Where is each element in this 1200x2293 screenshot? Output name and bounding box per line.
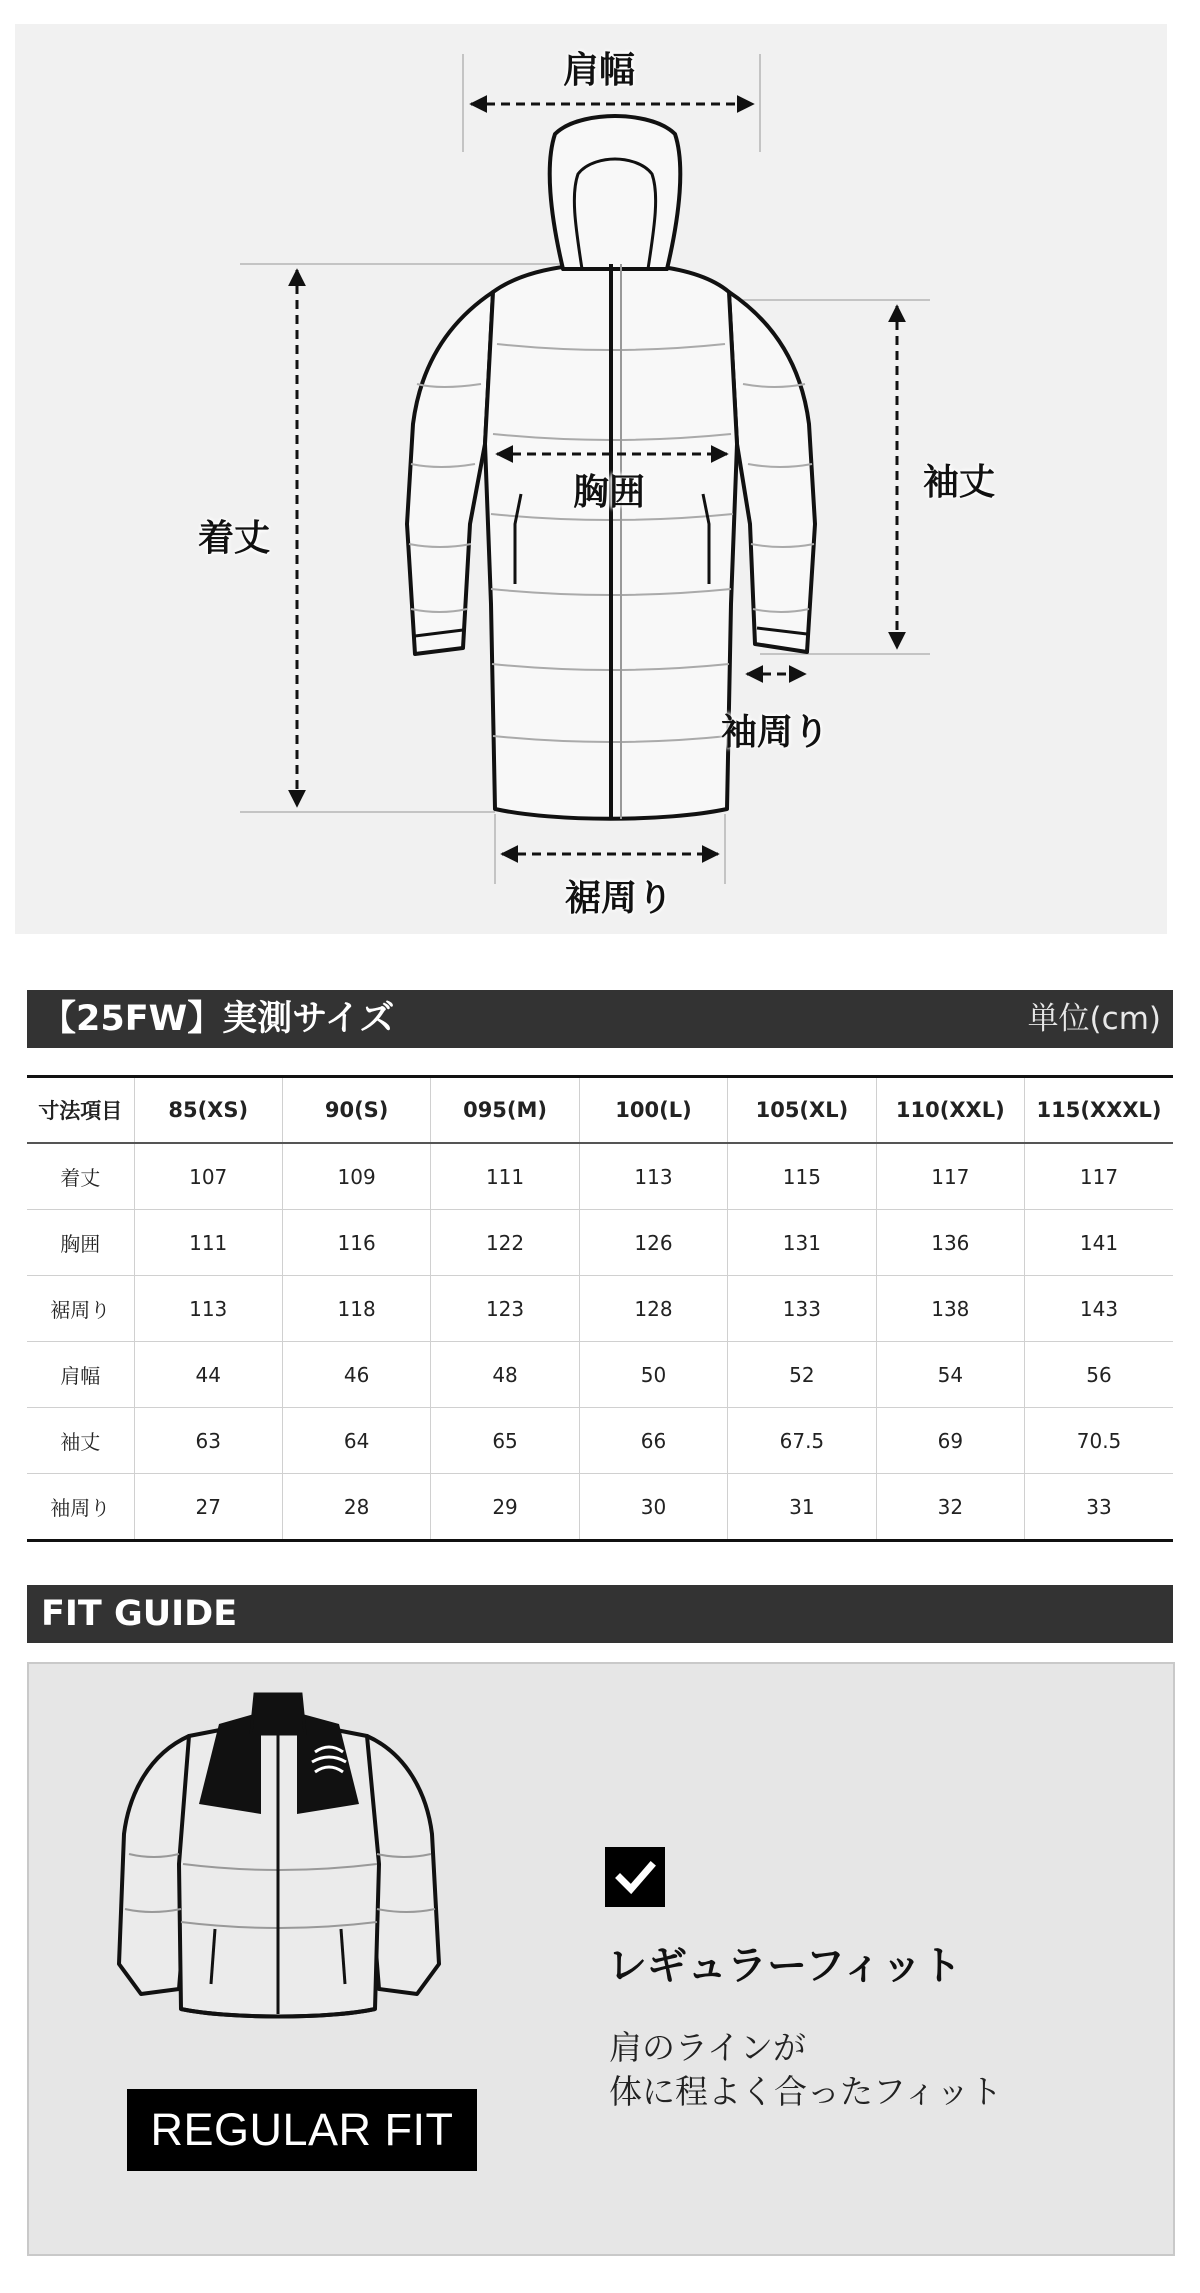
table-cell: 69 [876,1408,1024,1474]
row-label-cell: 袖周り [27,1474,134,1541]
table-cell: 111 [134,1210,282,1276]
table-cell: 141 [1025,1210,1173,1276]
unit-label: 単位(cm) [1027,1001,1161,1037]
table-cell: 33 [1025,1474,1173,1541]
table-row [27,1276,1173,1342]
table-cell: 126 [579,1210,727,1276]
table-cell: 65 [431,1408,579,1474]
table-cell: 123 [431,1276,579,1342]
table-cell: 50 [579,1342,727,1408]
row-label-cell: 裾周り [27,1276,134,1342]
table-cell: 143 [1025,1276,1173,1342]
table-cell: 116 [282,1210,430,1276]
table-cell: 29 [431,1474,579,1541]
label-hem: 裾周り [565,878,674,919]
table-row [27,1474,1173,1541]
size-table [27,1075,1173,1542]
label-sleeve: 袖丈 [923,462,996,503]
table-row [27,1342,1173,1408]
measurement-diagram [15,24,1167,934]
table-cell: 128 [579,1276,727,1342]
table-cell: 113 [134,1276,282,1342]
table-cell: 67.5 [728,1408,876,1474]
table-cell: 131 [728,1210,876,1276]
header-cell: 100(L) [579,1077,727,1144]
table-cell: 30 [579,1474,727,1541]
table-cell: 48 [431,1342,579,1408]
header-cell: 105(XL) [728,1077,876,1144]
table-cell: 28 [282,1474,430,1541]
table-cell: 138 [876,1276,1024,1342]
header-cell: 85(XS) [134,1077,282,1144]
table-cell: 27 [134,1474,282,1541]
table-row [27,1210,1173,1276]
table-cell: 64 [282,1408,430,1474]
table-cell: 32 [876,1474,1024,1541]
header-cell: 寸法項目 [27,1077,134,1144]
row-label-cell: 着丈 [27,1143,134,1210]
fit-guide-header [27,1585,1173,1643]
fit-description-line2: 体に程よく合ったフィット [609,2072,1003,2111]
table-cell: 133 [728,1276,876,1342]
table-cell: 115 [728,1143,876,1210]
regular-fit-badge: REGULAR FIT [127,2089,477,2171]
fit-name: レギュラーフィット [607,1943,962,1989]
table-cell: 136 [876,1210,1024,1276]
header-cell: 90(S) [282,1077,430,1144]
row-label-cell: 袖丈 [27,1408,134,1474]
size-section-title: 【25FW】実測サイズ [41,999,395,1039]
label-length: 着丈 [198,518,271,559]
table-cell: 52 [728,1342,876,1408]
table-cell: 46 [282,1342,430,1408]
label-shoulder: 肩幅 [563,50,636,91]
table-cell: 56 [1025,1342,1173,1408]
header-cell: 110(XXL) [876,1077,1024,1144]
row-label-cell: 肩幅 [27,1342,134,1408]
label-cuff: 袖周り [721,712,830,753]
table-cell: 66 [579,1408,727,1474]
table-row [27,1408,1173,1474]
table-header-row [27,1077,1173,1144]
table-cell: 107 [134,1143,282,1210]
fit-guide-panel [27,1662,1175,2256]
fit-guide-title: FIT GUIDE [41,1594,238,1634]
label-chest: 胸囲 [573,472,646,513]
table-cell: 113 [579,1143,727,1210]
table-cell: 31 [728,1474,876,1541]
header-cell: 115(XXXL) [1025,1077,1173,1144]
table-row [27,1143,1173,1210]
table-cell: 44 [134,1342,282,1408]
size-section-header [27,990,1173,1048]
table-cell: 111 [431,1143,579,1210]
puffer-jacket-illustration [29,1664,489,2084]
check-icon [605,1847,665,1907]
table-cell: 70.5 [1025,1408,1173,1474]
header-cell: 095(M) [431,1077,579,1144]
fit-checkbox [605,1847,665,1907]
table-cell: 122 [431,1210,579,1276]
table-cell: 118 [282,1276,430,1342]
table-cell: 117 [1025,1143,1173,1210]
row-label-cell: 胸囲 [27,1210,134,1276]
fit-description-line1: 肩のラインが [609,2028,807,2067]
table-cell: 109 [282,1143,430,1210]
table-cell: 117 [876,1143,1024,1210]
table-cell: 54 [876,1342,1024,1408]
table-cell: 63 [134,1408,282,1474]
